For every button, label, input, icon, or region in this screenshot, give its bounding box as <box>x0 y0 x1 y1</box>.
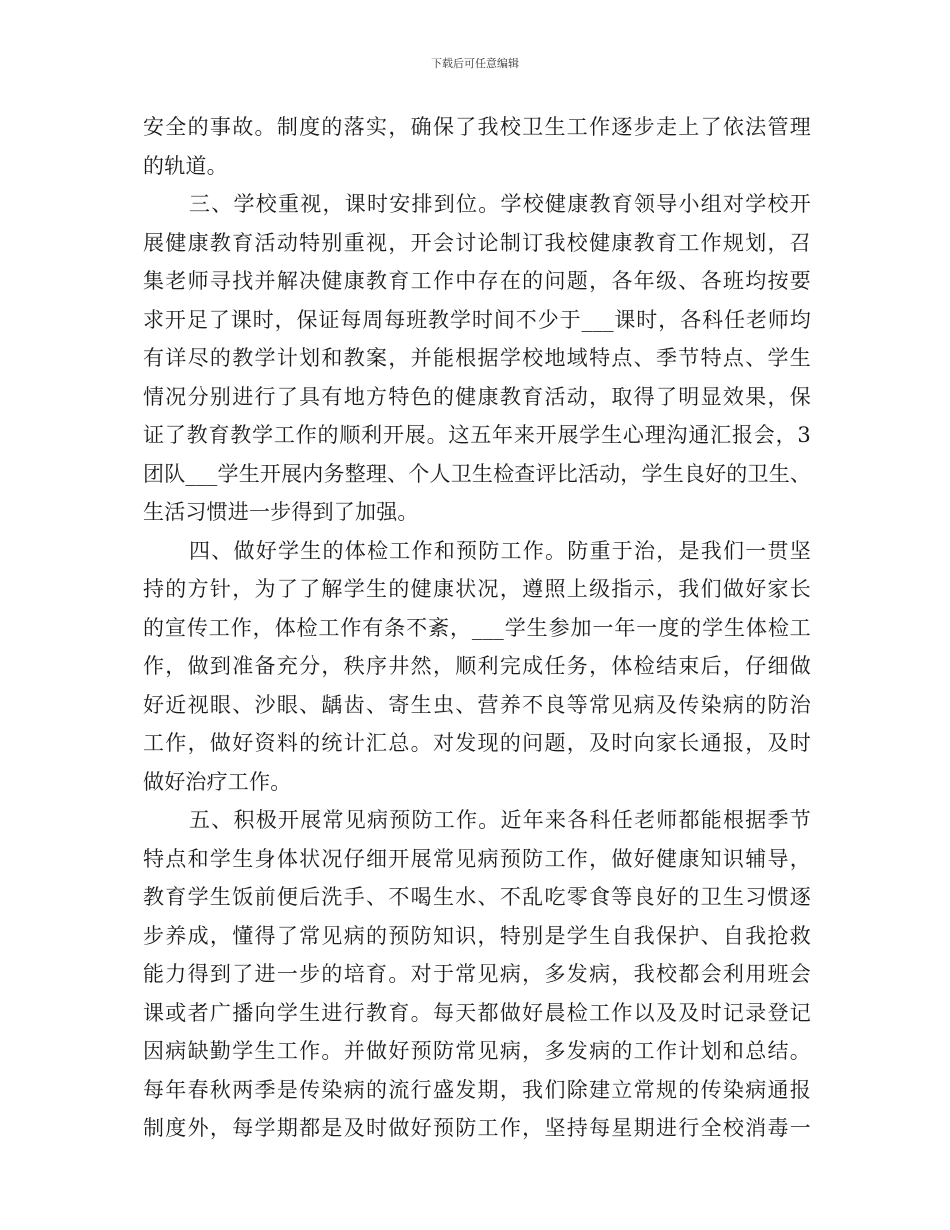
text-line: 三、学校重视，课时安排到位。学校健康教育领导小组对学校开 <box>189 192 811 216</box>
text-line: 好近视眼、沙眼、龋齿、寄生虫、营养不良等常见病及传染病的防治 <box>143 692 811 717</box>
text-line: 制度外，每学期都是及时做好预防工作，坚持每星期进行全校消毒一 <box>143 1116 811 1140</box>
text-line: 能力得到了进一步的培育。对于常见病，多发病，我校都会利用班会 <box>143 962 811 986</box>
text-line: 集老师寻找并解决健康教育工作中存在的问题，各年级、各班均按要 <box>143 269 811 293</box>
text-line: 特点和学生身体状况仔细开展常见病预防工作，做好健康知识辅导， <box>143 846 811 871</box>
page-header: 下载后可任意编辑 <box>431 57 519 70</box>
text-line: 展健康教育活动特别重视，开会讨论制订我校健康教育工作规划，召 <box>143 230 811 255</box>
text-line: 持的方针，为了了解学生的健康状况，遵照上级指示，我们做好家长 <box>143 577 811 601</box>
text-line: 课或者广播向学生进行教育。每天都做好晨检工作以及及时记录登记 <box>143 1000 811 1025</box>
text-line: 四、做好学生的体检工作和预防工作。防重于治，是我们一贯坚 <box>189 538 811 563</box>
text-line: 因病缺勤学生工作。并做好预防常见病，多发病的工作计划和总结。 <box>143 1039 811 1063</box>
text-line: 作，做到准备充分，秩序井然，顺利完成任务，体检结束后，仔细做 <box>143 654 811 678</box>
text-line: 步养成，懂得了常见病的预防知识，特别是学生自我保护、自我抢救 <box>143 923 811 948</box>
text-line: 的轨道。 <box>143 153 228 178</box>
text-line: 教育学生饭前便后洗手、不喝生水、不乱吃零食等良好的卫生习惯逐 <box>143 885 811 909</box>
text-line: 情况分别进行了具有地方特色的健康教育活动，取得了明显效果，保 <box>143 384 811 409</box>
text-line: 生活习惯进一步得到了加强。 <box>143 500 419 524</box>
text-line: 做好治疗工作。 <box>143 769 292 794</box>
text-line: 团队___学生开展内务整理、个人卫生检查评比活动，学生良好的卫生、 <box>143 461 811 486</box>
text-line: 安全的事故。制度的落实，确保了我校卫生工作逐步走上了依法管理 <box>143 115 811 139</box>
text-line: 求开足了课时，保证每周每班教学时间不少于___课时，各科任老师均 <box>143 307 811 332</box>
document-body <box>143 108 811 1148</box>
text-line: 的宣传工作，体检工作有条不紊，___学生参加一年一度的学生体检工 <box>143 615 811 640</box>
text-line: 工作，做好资料的统计汇总。对发现的问题，及时向家长通报，及时 <box>143 731 811 755</box>
text-line: 每年春秋两季是传染病的流行盛发期，我们除建立常规的传染病通报 <box>143 1077 811 1102</box>
text-line: 五、积极开展常见病预防工作。近年来各科任老师都能根据季节 <box>189 808 811 832</box>
text-line: 有详尽的教学计划和教案，并能根据学校地域特点、季节特点、学生 <box>143 346 811 370</box>
text-line: 证了教育教学工作的顺利开展。这五年来开展学生心理沟通汇报会，3 <box>143 423 811 447</box>
